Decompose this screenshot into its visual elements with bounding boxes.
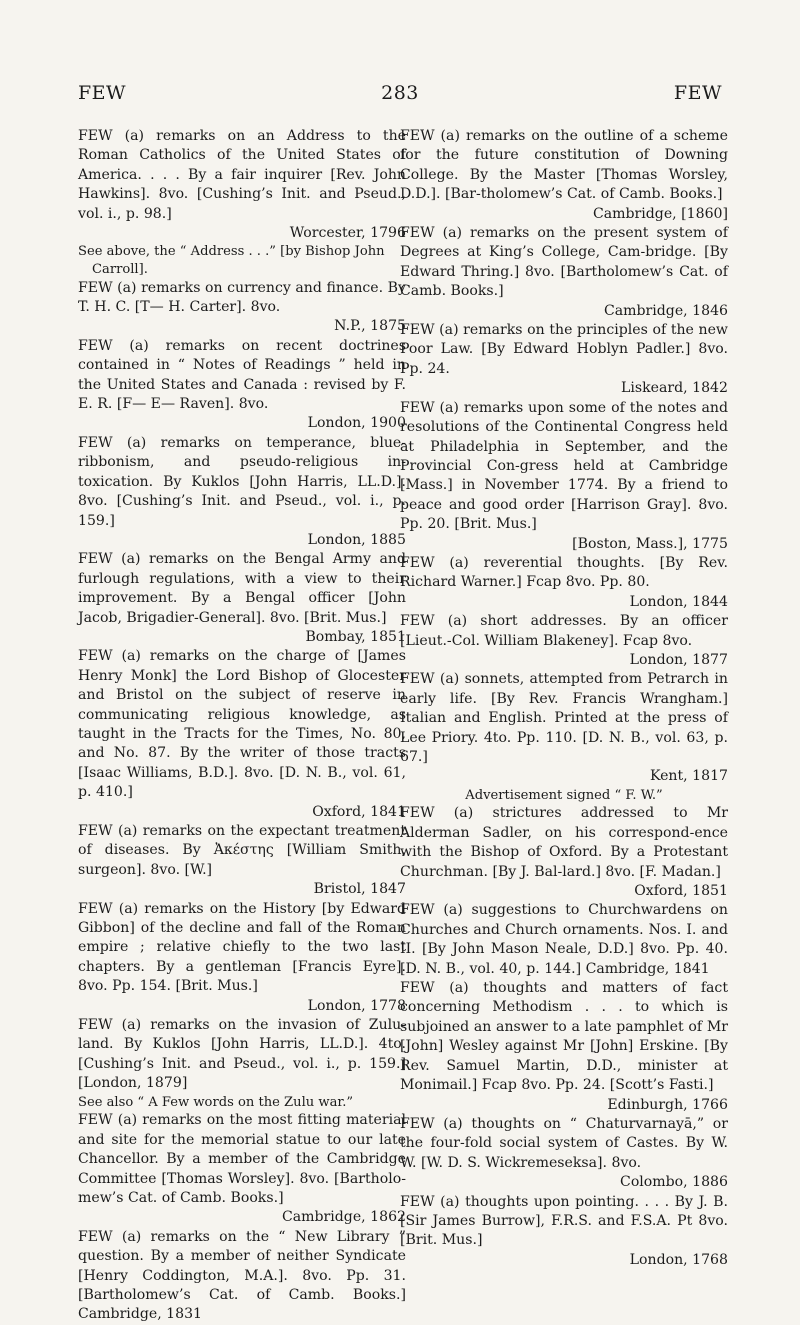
entry [400,670,728,804]
entry-imprint: Cambridge, 1862 [281,1209,406,1226]
entry [78,279,406,337]
entry-text: FEW (a) remarks on the Bengal Army and furlough regulations, with a view to their improvement. By a Bengal officer [John Jacob, Brigadier-General]. 8vo. [Brit. Mus.] [78,551,406,626]
entry-imprint: N.P., 1875 [334,318,406,335]
entry-imprint: [Boston, Mass.], 1775 [572,535,728,552]
entry-text: FEW (a) thoughts upon pointing. . . . By J. B. [Sir James Burrow], F.R.S. and F.S.A. Pt 8vo. [Brit. Mus.] [400,1193,728,1249]
entry-imprint: Edinburgh, 1766 [607,1096,728,1113]
entry-text: FEW (a) remarks on an Address to the Roman Catholics of the United States of America. . . . By a fair inquirer [Rev. John Hawkins]. 8vo. [Cushing’s Init. and Pseud., vol. i., p. 98.] [78,128,406,222]
entry-imprint: London, 1778 [307,997,406,1014]
entry-text: FEW (a) remarks on recent doctrines contained in “ Notes of Readings ” held in the United States and Canada : revised by F. E. R. [F— E— Raven]. 8vo. [78,337,406,413]
entry [400,321,728,399]
entry-imprint: Oxford, 1841 [312,803,406,820]
entry-note: Advertisement signed “ F. W.” [465,787,663,803]
entry-imprint: Worcester, 1796 [289,225,406,242]
running-head [78,82,722,106]
entry-text: FEW (a) remarks on currency and finance. By T. H. C. [T— H. Carter]. 8vo. [78,279,406,316]
entry [400,612,728,670]
entry [400,399,728,554]
entry-text: FEW (a) remarks on the outline of a scheme for the future constitution of Downing College. By the Master [Thomas Worsley, D.D.]. [Bar-tholomew’s Cat. of Camb. Books.] [400,128,728,203]
entry [400,1115,728,1193]
entry-text: FEW (a) remarks on the most fitting material and site for the memorial statue to our late Chancellor. By a member of the Cambridge Committee [Thomas Worsley]. 8vo. [Bartholo-mew’s Cat. of Camb. Books.] [78,1112,406,1206]
entry-imprint: London, 1768 [629,1251,728,1268]
running-head-right: FEW [673,82,722,104]
entry [78,1228,406,1325]
left-column [78,127,406,1325]
entry-text: FEW (a) thoughts and matters of fact concerning Methodism . . . to which is subjoined an answer to a late pamphlet of Mr [John] Wesley against Mr [John] Erskine. [By Rev. Samuel Martin, D.D., minister at Monimail.] Fcap 8vo. Pp. 24. [Scott’s Fasti.] [400,980,728,1094]
entry [400,804,728,901]
entry-text: FEW (a) reverential thoughts. [By Rev. Richard Warner.] Fcap 8vo. Pp. 80. [400,554,728,591]
entry [78,900,406,1016]
entry-text: FEW (a) remarks on the present system of Degrees at King’s College, Cam-bridge. [By Edward Thring.] 8vo. [Bartholomew’s Cat. of Camb. Books.] [400,225,728,300]
running-head-left: FEW [78,82,127,104]
entry-imprint: London, 1877 [629,651,728,668]
entry [78,127,406,279]
entry [400,224,728,321]
entry [400,1193,728,1271]
entry-text: FEW (a) suggestions to Churchwardens on Churches and Church ornaments. Nos. I. and II. [By John Mason Neale, D.D.] 8vo. Pp. 40. [D. N. B., vol. 40, p. 144.] Cambridge, 1841 [400,902,728,977]
entry-text: FEW (a) remarks upon some of the notes and resolutions of the Continental Congress held at Philadelphia in September, and the Provincial Con-gress held at Cambridge [Mass.] in November 1774. By a friend to peace and good order [Harrison Gray]. 8vo. Pp. 20. [Brit. Mus.] [400,399,728,533]
entry [400,979,728,1115]
entry-imprint: London, 1900 [307,415,406,432]
entry-note: See also “ A Few words on the Zulu war.” [78,1094,354,1110]
entry [78,550,406,647]
entry-imprint: Cambridge, [1860] [592,205,728,222]
entry-imprint: Bombay, 1851 [305,628,406,645]
entry-text: FEW (a) remarks on temperance, blue-ribbonism, and pseudo-religious in-toxication. By Kuklos [John Harris, LL.D.]. 8vo. [Cushing’s Init. and Pseud., vol. i., p. 159.] [78,434,406,529]
entry-imprint: Kent, 1817 [649,768,728,785]
entry-text: FEW (a) remarks on the invasion of Zulu-land. By Kuklos [John Harris, LL.D.]. 4to. [Cushing’s Init. and Pseud., vol. i., p. 159.] [London, 1879] [78,1017,406,1092]
entry [78,1111,406,1227]
entry-text: FEW (a) remarks on the “ New Library ” question. By a member of neither Syndicate [Henry Coddington, M.A.]. 8vo. Pp. 31. [Bartholomew’s Cat. of Camb. Books.] Cambridge, 1831 [78,1228,406,1323]
entry [400,127,728,224]
entry-imprint: Colombo, 1886 [620,1174,728,1191]
entry-imprint: London, 1885 [307,531,406,548]
entry-note: See above, the “ Address . . .” [by Bishop John Carroll]. [78,244,385,278]
entry [400,554,728,612]
entry [78,337,406,434]
entry-text: FEW (a) remarks on the expectant treatment of diseases. By Ἀκέστης [William Smith, surgeon]. 8vo. [W.] [78,823,406,878]
entry-imprint: London, 1844 [629,593,728,610]
entry-text: FEW (a) remarks on the charge of [James Henry Monk] the Lord Bishop of Glocester and Bristol on the subject of reserve in communicating religious knowledge, as taught in the Tracts for the Times, No. 80, and No. 87. By the writer of those tracts [Isaac Williams, B.D.]. 8vo. [D. N. B., vol. 61, p. 410.] [78,648,406,801]
right-column [400,127,728,1270]
entry [400,901,728,979]
entry-text: FEW (a) remarks on the History [by Edward Gibbon] of the decline and fall of the Roman empire ; relative chiefly to the two last chapters. By a gentleman [Francis Eyre]. 8vo. Pp. 154. [Brit. Mus.] [78,900,406,995]
entry-text: FEW (a) strictures addressed to Mr Alderman Sadler, on his correspond-ence with the Bishop of Oxford. By a Protestant Churchman. [By J. Bal-lard.] 8vo. [F. Madan.] [400,805,728,880]
entry-imprint: Liskeard, 1842 [621,380,728,397]
entry-imprint: Bristol, 1847 [313,881,406,898]
entry-text: FEW (a) sonnets, attempted from Petrarch in early life. [By Rev. Francis Wrangham.] Italian and English. Printed at the press of Lee Priory. 4to. Pp. 110. [D. N. B., vol. 63, p. 67.] [400,671,728,765]
page-number: 283 [381,82,419,104]
entry-imprint: Cambridge, 1846 [603,302,728,319]
entry [78,1016,406,1111]
entry [78,434,406,550]
entry [78,822,406,900]
entry-text: FEW (a) remarks on the principles of the new Poor Law. [By Edward Hoblyn Padler.] 8vo. Pp. 24. [400,322,728,377]
entry-imprint: Oxford, 1851 [634,883,728,900]
entry [78,647,406,822]
entry-text: FEW (a) thoughts on “ Chaturvarnayā,” or the four-fold social system of Castes. By W. W. [W. D. S. Wickremeseksa]. 8vo. [400,1115,728,1171]
entry-text: FEW (a) short addresses. By an officer [Lieut.-Col. William Blakeney]. Fcap 8vo. [400,613,728,649]
